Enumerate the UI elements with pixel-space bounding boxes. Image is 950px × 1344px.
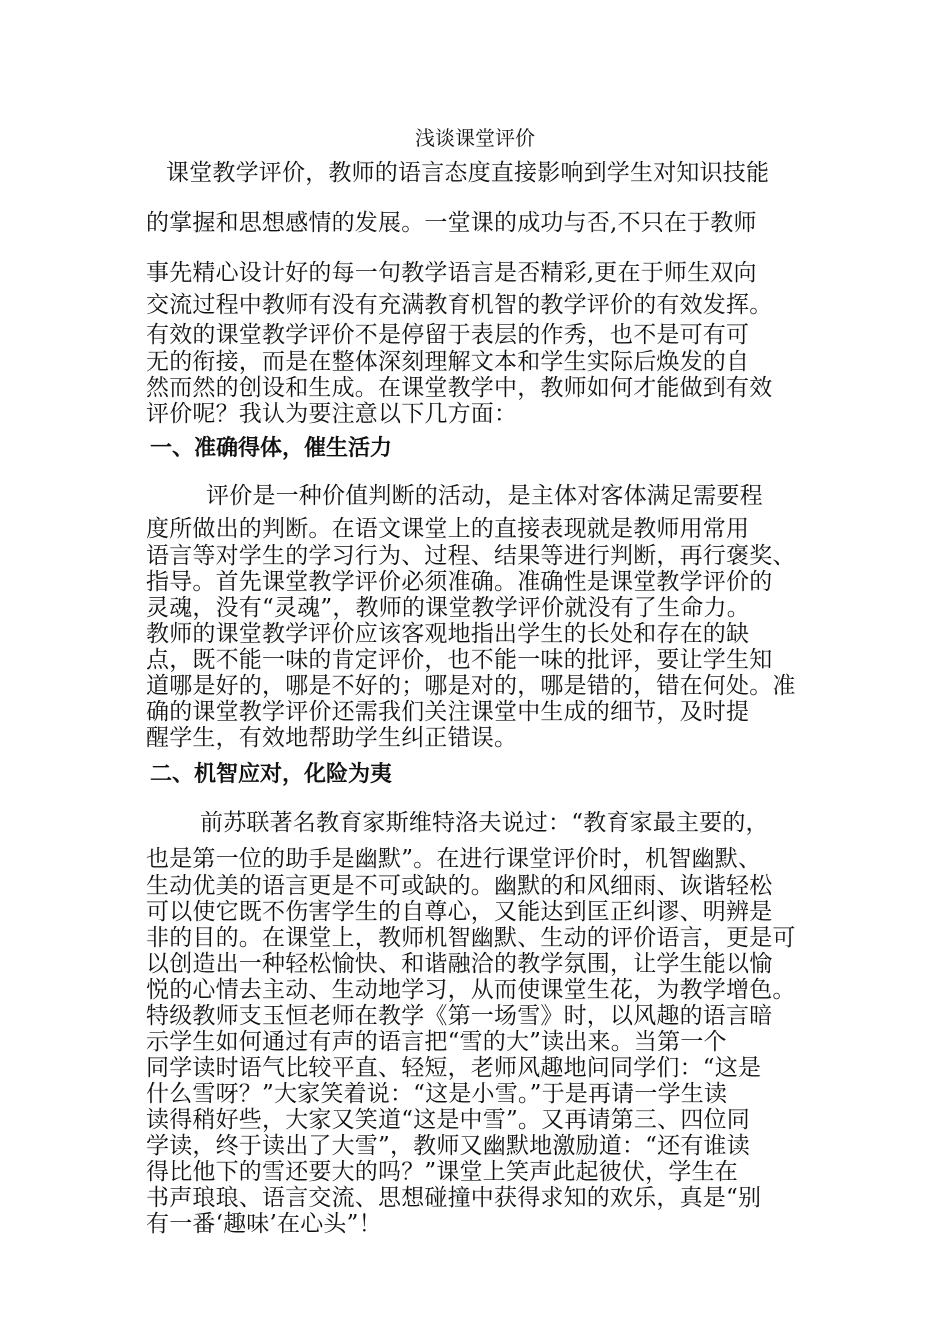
- section-2-line-7: 悦的心情去主动、生动地学习，从而使课堂生花，为教学增色。: [146, 977, 796, 1003]
- section-1-line-9: 确的课堂教学评价还需我们关注课堂中生成的细节，及时提: [146, 699, 750, 725]
- section-1-line-3: 语言等对学生的学习行为、过程、结果等进行判断，再行褒奖、: [146, 543, 796, 569]
- intro-line-1: 课堂教学评价，教师的语言态度直接影响到学生对知识技能: [166, 160, 770, 186]
- section-2-line-9: 示学生如何通过有声的语言把“雪的大”读出来。当第一个: [146, 1029, 727, 1055]
- section-1-line-6: 教师的课堂教学评价应该客观地指出学生的长处和存在的缺: [146, 621, 750, 647]
- section-2-line-3: 生动优美的语言更是不可或缺的。幽默的和风细雨、诙谐轻松: [146, 873, 773, 899]
- intro-line-8: 评价呢？我认为要注意以下几方面：: [146, 401, 518, 427]
- section-2-line-16: 有一番‘趣味’在心头”！: [146, 1211, 382, 1237]
- section-1-line-4: 指导。首先课堂教学评价必须准确。准确性是课堂教学评价的: [146, 569, 773, 595]
- section-1-line-2: 度所做出的判断。在语文课堂上的直接表现就是教师用常用: [146, 516, 750, 542]
- intro-line-7: 然而然的创设和生成。在课堂教学中，教师如何才能做到有效: [146, 375, 773, 401]
- intro-line-5: 有效的课堂教学评价不是停留于表层的作秀，也不是可有可: [146, 322, 750, 348]
- section-1-line-8: 道哪是好的，哪是不好的；哪是对的，哪是错的，错在何处。准: [146, 673, 796, 699]
- section-1-line-7: 点，既不能一味的肯定评价，也不能一味的批评，要让学生知: [146, 647, 773, 673]
- document-title: 浅谈课堂评价: [415, 126, 535, 150]
- section-2-line-4: 可以使它既不伤害学生的自尊心，又能达到匡正纠谬、明辨是: [146, 899, 773, 925]
- section-2-line-11: 什么雪呀？”大家笑着说：“这是小雪。”于是再请一学生读: [146, 1081, 728, 1107]
- section-2-line-1: 前苏联著名教育家斯维特洛夫说过：“教育家最主要的，: [200, 810, 769, 836]
- section-2-line-15: 书声琅琅、语言交流、思想碰撞中获得求知的欢乐，真是“别: [146, 1185, 762, 1211]
- section-2-line-13: 学读，终于读出了大雪”，教师又幽默地激励道：“还有谁读: [146, 1133, 750, 1159]
- section-2-line-12: 读得稍好些，大家又笑道“这是中雪”。又再请第三、四位同: [146, 1107, 750, 1133]
- intro-line-2: 的掌握和思想感情的发展。一堂课的成功与否,不只在于教师: [146, 210, 757, 236]
- intro-line-6: 无的衔接，而是在整体深刻理解文本和学生实际后焕发的自: [146, 349, 750, 375]
- section-2-line-2: 也是第一位的助手是幽默”。在进行课堂评价时，机智幽默、: [146, 846, 762, 872]
- intro-line-3: 事先精心设计好的每一句教学语言是否精彩,更在于师生双向: [146, 260, 757, 286]
- section-2-line-8: 特级教师支玉恒老师在教学《第一场雪》时，以风趣的语言暗: [146, 1003, 773, 1029]
- section-2-line-14: 得比他下的雪还要大的吗？”课堂上笑声此起彼伏，学生在: [146, 1159, 738, 1185]
- intro-line-4: 交流过程中教师有没有充满教育机智的教学评价的有效发挥。: [146, 292, 773, 318]
- section-2-line-10: 同学读时语气比较平直、轻短，老师风趣地问同学们：“这是: [146, 1055, 762, 1081]
- section-2-line-6: 以创造出一种轻松愉快、和谐融洽的教学氛围，让学生能以愉: [146, 951, 773, 977]
- section-1-line-1: 评价是一种价值判断的活动，是主体对客体满足需要程: [206, 483, 763, 509]
- section-2-line-5: 非的目的。在课堂上，教师机智幽默、生动的评价语言，更是可: [146, 925, 796, 951]
- section-1-line-10: 醒学生，有效地帮助学生纠正错误。: [146, 725, 518, 751]
- section-1-heading: 一、准确得体，催生活力: [150, 436, 393, 461]
- section-2-heading: 二、机智应对，化险为夷: [150, 762, 393, 787]
- section-1-line-5: 灵魂，没有“灵魂”，教师的课堂教学评价就没有了生命力。: [146, 595, 750, 621]
